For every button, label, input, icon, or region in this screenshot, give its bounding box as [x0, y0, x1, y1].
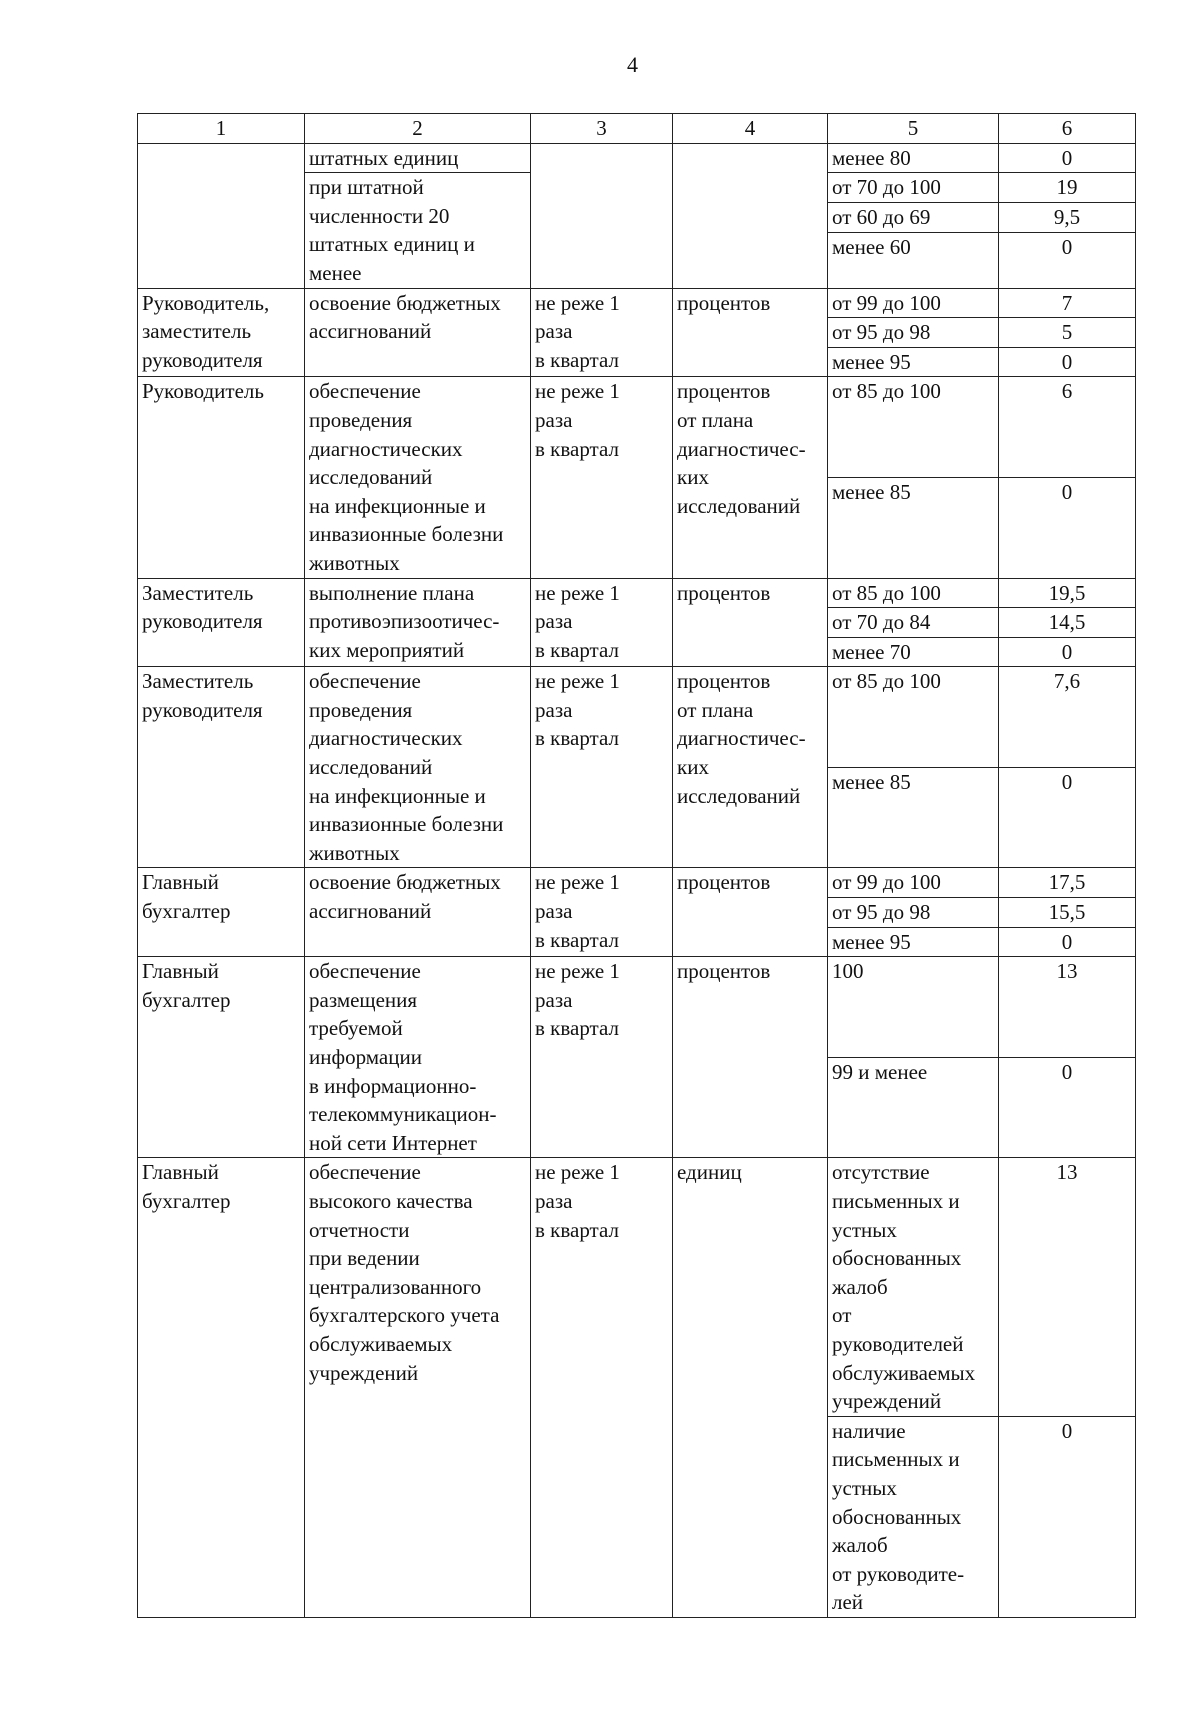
score-cell: 0 — [999, 767, 1136, 868]
range-cell: от 99 до 100 — [828, 868, 999, 898]
unit-cell: процентов от плана диагностичес- ких исследований — [673, 377, 828, 578]
position-cell: Заместитель руководителя — [138, 578, 305, 667]
frequency-cell: не реже 1 раза в квартал — [531, 1158, 673, 1618]
criterion-cell: освоение бюджетных ассигнований — [305, 288, 531, 377]
unit-cell: единиц — [673, 1158, 828, 1618]
range-cell: от 85 до 100 — [828, 377, 999, 478]
range-cell: менее 80 — [828, 143, 999, 173]
criteria-table — [137, 113, 1136, 1618]
table-row — [138, 868, 1136, 898]
range-cell: от 60 до 69 — [828, 202, 999, 232]
criterion-cell: обеспечение проведения диагностических исследований на инфекционные и инвазионные болезни животных — [305, 377, 531, 578]
header-cell: 6 — [999, 114, 1136, 144]
frequency-cell: не реже 1 раза в квартал — [531, 957, 673, 1158]
score-cell: 14,5 — [999, 608, 1136, 638]
unit-cell: процентов — [673, 578, 828, 667]
header-cell: 1 — [138, 114, 305, 144]
range-cell: от 85 до 100 — [828, 667, 999, 768]
position-cell — [138, 143, 305, 288]
score-cell: 0 — [999, 927, 1136, 957]
unit-cell — [673, 143, 828, 288]
position-cell: Руководитель, заместитель руководителя — [138, 288, 305, 377]
score-cell: 0 — [999, 143, 1136, 173]
frequency-cell: не реже 1 раза в квартал — [531, 667, 673, 868]
score-cell: 7,6 — [999, 667, 1136, 768]
criterion-cell: при штатной численности 20 штатных единиц и менее — [305, 173, 531, 288]
position-cell: Главный бухгалтер — [138, 868, 305, 957]
range-cell: наличие письменных и устных обоснованных жалоб от руководите- лей — [828, 1416, 999, 1617]
range-cell: от 85 до 100 — [828, 578, 999, 608]
position-cell: Главный бухгалтер — [138, 957, 305, 1158]
table-row — [138, 578, 1136, 608]
frequency-cell: не реже 1 раза в квартал — [531, 578, 673, 667]
score-cell: 13 — [999, 1158, 1136, 1416]
range-cell: от 95 до 98 — [828, 898, 999, 928]
score-cell: 13 — [999, 957, 1136, 1058]
table-row — [138, 143, 1136, 173]
range-cell: от 95 до 98 — [828, 318, 999, 348]
score-cell: 0 — [999, 232, 1136, 288]
range-cell: менее 85 — [828, 767, 999, 868]
table-row — [138, 377, 1136, 478]
score-cell: 6 — [999, 377, 1136, 478]
criterion-cell: выполнение плана противоэпизоотичес- ких мероприятий — [305, 578, 531, 667]
frequency-cell: не реже 1 раза в квартал — [531, 868, 673, 957]
score-cell: 7 — [999, 288, 1136, 318]
score-cell: 19,5 — [999, 578, 1136, 608]
header-cell: 2 — [305, 114, 531, 144]
criterion-cell: обеспечение высокого качества отчетности при ведении централизованного бухгалтерского учета обслуживаемых учреждений — [305, 1158, 531, 1618]
range-cell: менее 70 — [828, 637, 999, 667]
header-cell: 4 — [673, 114, 828, 144]
score-cell: 5 — [999, 318, 1136, 348]
position-cell: Руководитель — [138, 377, 305, 578]
table-row — [138, 957, 1136, 1058]
range-cell: менее 95 — [828, 927, 999, 957]
score-cell: 15,5 — [999, 898, 1136, 928]
position-cell: Заместитель руководителя — [138, 667, 305, 868]
score-cell: 9,5 — [999, 202, 1136, 232]
score-cell: 17,5 — [999, 868, 1136, 898]
range-cell: менее 60 — [828, 232, 999, 288]
range-cell: 99 и менее — [828, 1057, 999, 1158]
unit-cell: процентов — [673, 288, 828, 377]
unit-cell: процентов — [673, 957, 828, 1158]
score-cell: 19 — [999, 173, 1136, 203]
range-cell: от 99 до 100 — [828, 288, 999, 318]
criterion-cell: штатных единиц — [305, 143, 531, 173]
range-cell: отсутствие письменных и устных обоснованных жалоб от руководителей обслуживаемых учреждений — [828, 1158, 999, 1416]
criterion-cell: обеспечение проведения диагностических исследований на инфекционные и инвазионные болезни животных — [305, 667, 531, 868]
range-cell: менее 85 — [828, 477, 999, 578]
header-cell: 5 — [828, 114, 999, 144]
score-cell: 0 — [999, 637, 1136, 667]
unit-cell: процентов от плана диагностичес- ких исследований — [673, 667, 828, 868]
unit-cell: процентов — [673, 868, 828, 957]
score-cell: 0 — [999, 347, 1136, 377]
header-row — [138, 114, 1136, 144]
table-row — [138, 1158, 1136, 1416]
frequency-cell: не реже 1 раза в квартал — [531, 288, 673, 377]
page-number: 4 — [627, 52, 638, 77]
range-cell: 100 — [828, 957, 999, 1058]
table-row — [138, 667, 1136, 768]
header-cell: 3 — [531, 114, 673, 144]
score-cell: 0 — [999, 1416, 1136, 1617]
table-row — [138, 288, 1136, 318]
position-cell: Главный бухгалтер — [138, 1158, 305, 1618]
criterion-cell: освоение бюджетных ассигнований — [305, 868, 531, 957]
range-cell: менее 95 — [828, 347, 999, 377]
range-cell: от 70 до 100 — [828, 173, 999, 203]
frequency-cell: не реже 1 раза в квартал — [531, 377, 673, 578]
criterion-cell: обеспечение размещения требуемой информации в информационно- телекоммуникацион- ной сети Интернет — [305, 957, 531, 1158]
score-cell: 0 — [999, 477, 1136, 578]
score-cell: 0 — [999, 1057, 1136, 1158]
frequency-cell — [531, 143, 673, 288]
range-cell: от 70 до 84 — [828, 608, 999, 638]
